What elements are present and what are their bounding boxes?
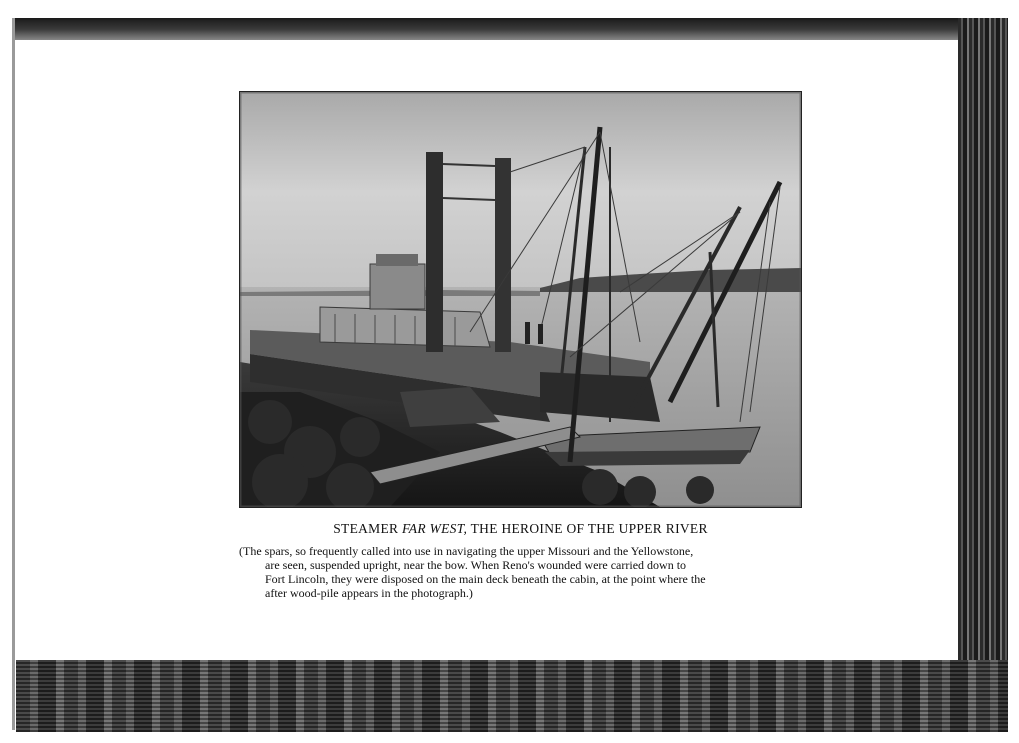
- photo-caption-title: [239, 521, 802, 537]
- steamboat-photograph: [239, 91, 802, 508]
- caption-line: are seen, suspended upright, near the bow. When Reno's wounded were carried down to: [265, 558, 687, 572]
- caption-line: after wood-pile appears in the photograph.): [265, 586, 473, 600]
- caption-title-prefix: STEAMER: [333, 521, 402, 536]
- caption-title-suffix: THE HEROINE OF THE UPPER RIVER: [467, 521, 708, 536]
- caption-title-ship-name: FAR WEST,: [402, 521, 468, 536]
- caption-line: (The spars, so frequently called into use in navigating the upper Missouri and the Yellowstone,: [239, 544, 694, 558]
- scan-shadow-bottom: [16, 660, 1008, 732]
- photo-illustration: [240, 92, 801, 507]
- photo-caption-body: [239, 544, 802, 600]
- scan-shadow-right: [958, 18, 1008, 730]
- caption-line: Fort Lincoln, they were disposed on the main deck beneath the cabin, at the point where the: [265, 572, 706, 586]
